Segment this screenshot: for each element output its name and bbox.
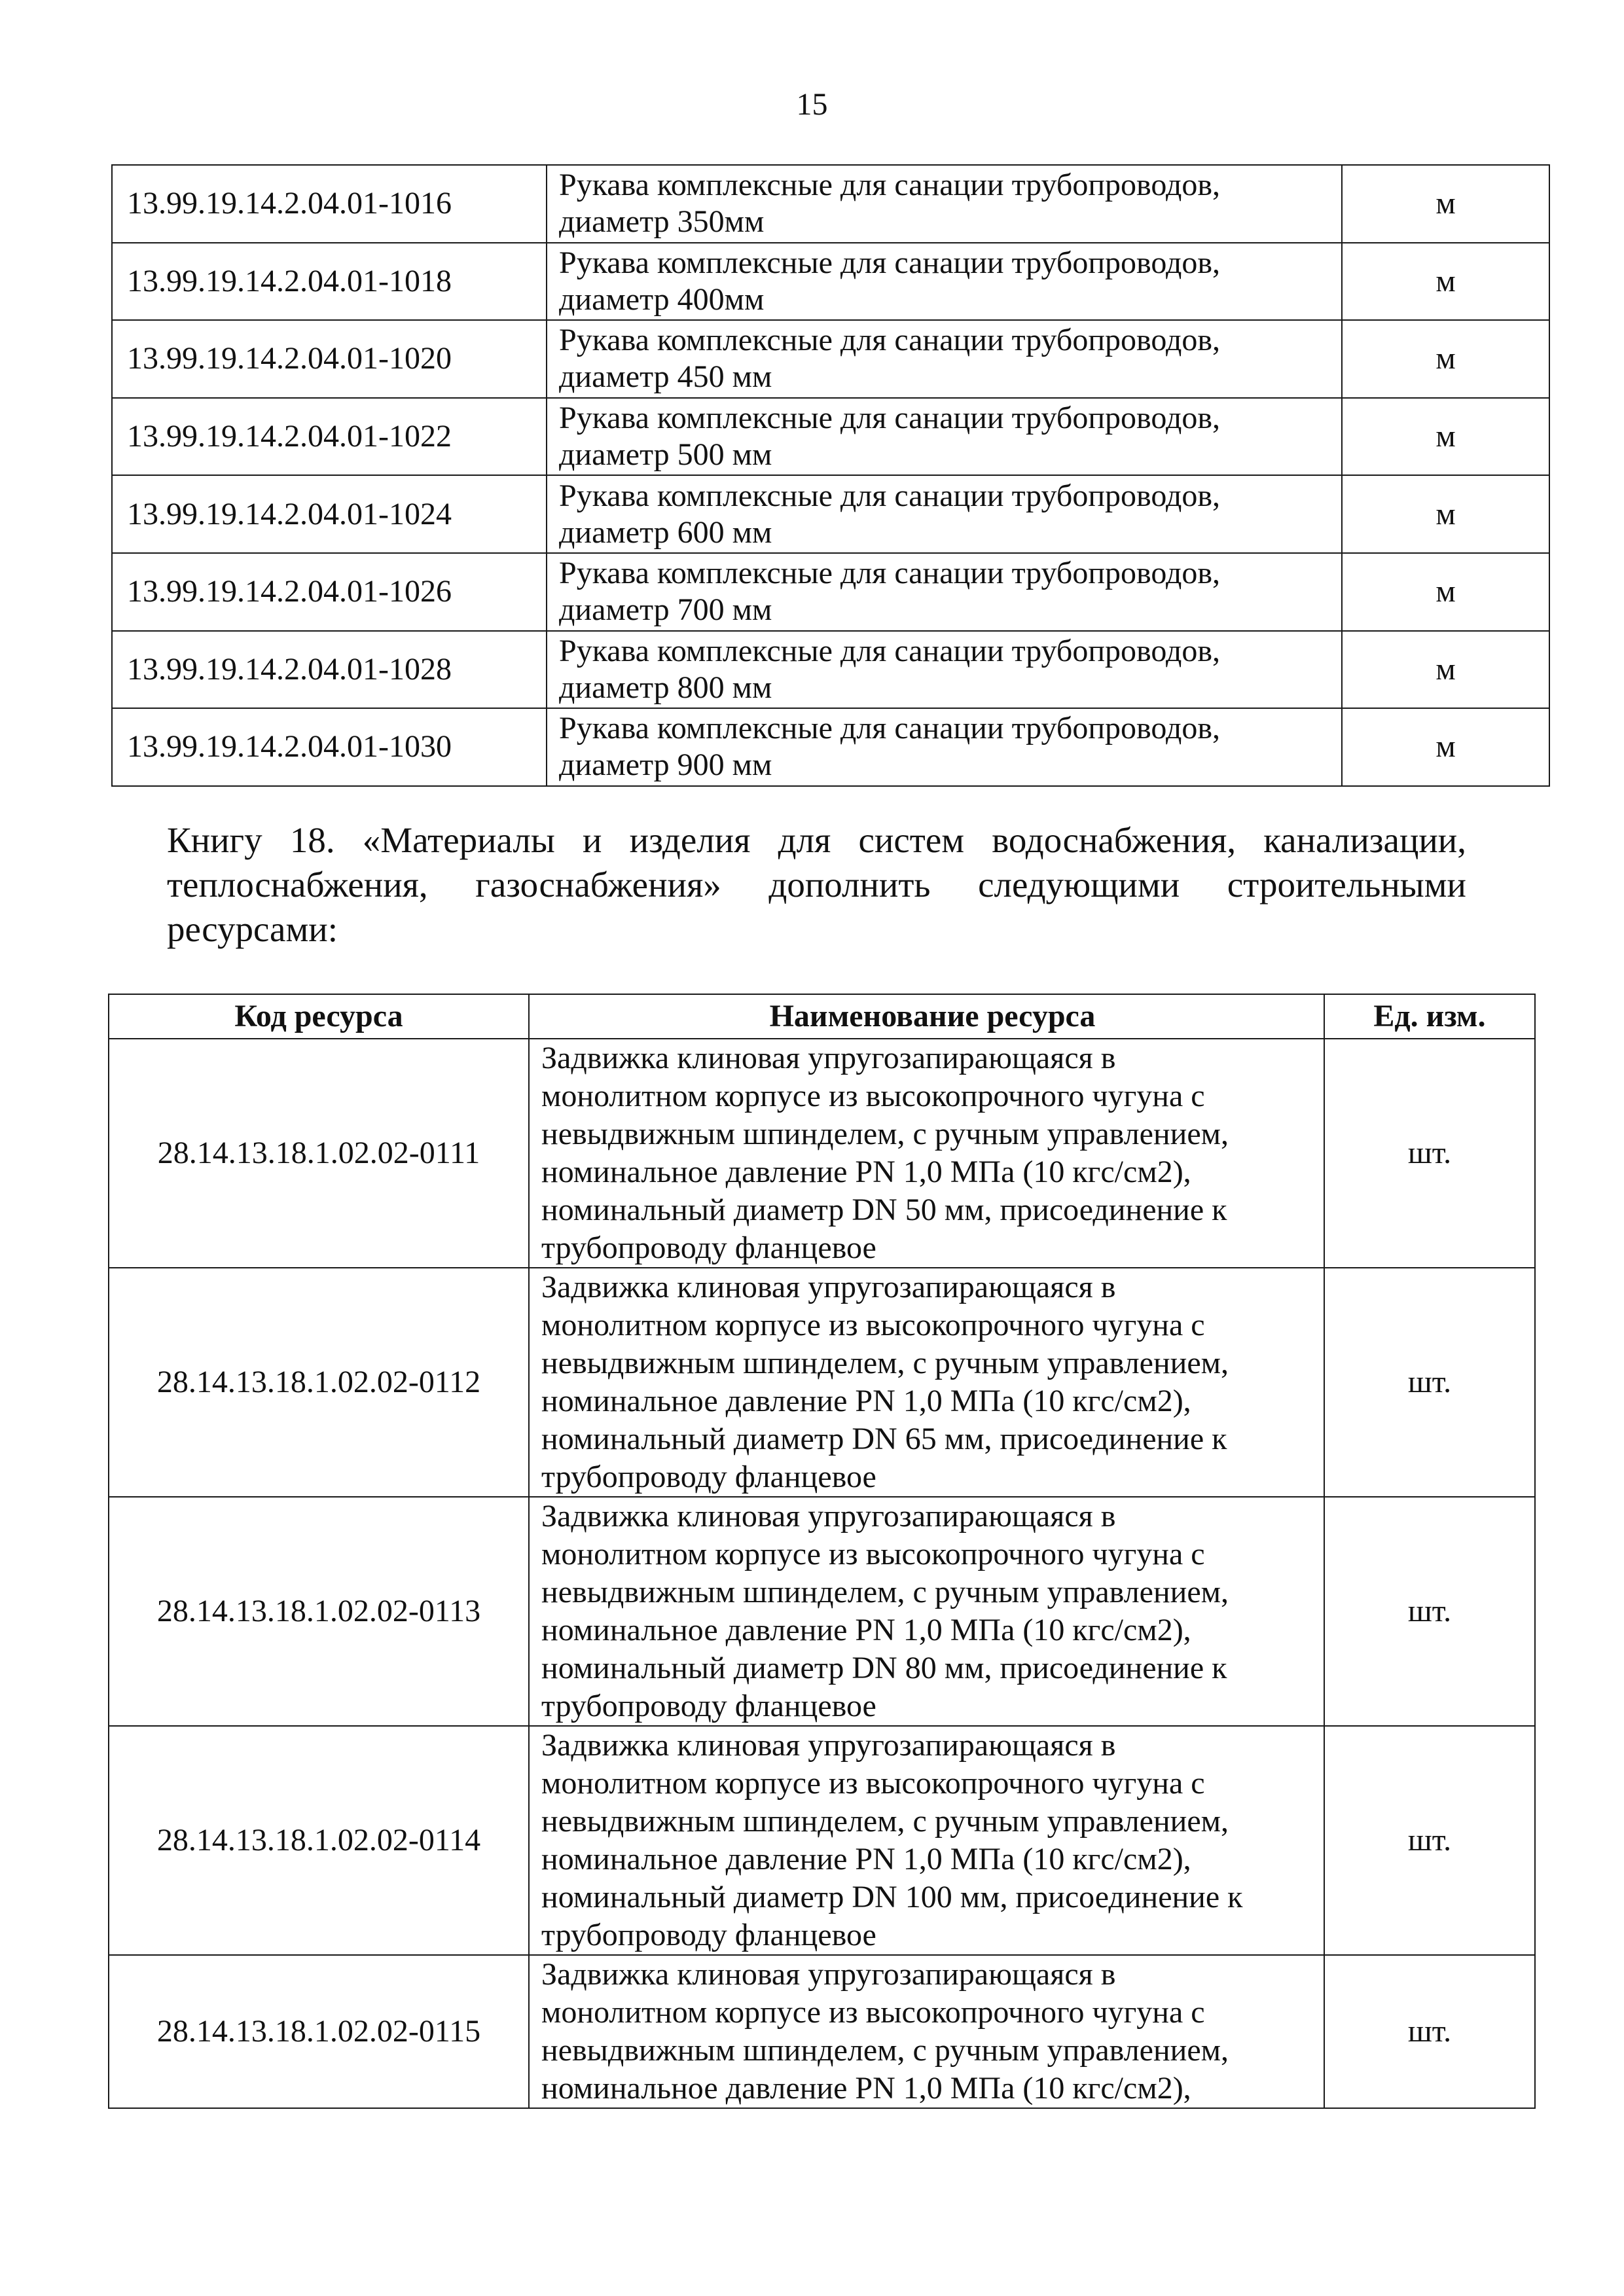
resource-unit: м [1342,475,1549,553]
resource-name: Задвижка клиновая упругозапирающаяся в монолитном корпусе из высокопрочного чугуна с невыдвижным шпинделем, с ручным управлением, номинальное давление PN 1,0 МПа (10 кгс/см2), номинальный диаметр DN 100 мм, присоединение к трубопроводу фланцевое [529,1726,1324,1955]
table-row [112,553,1549,631]
resource-unit: шт. [1324,1039,1535,1268]
resource-name: Задвижка клиновая упругозапирающаяся в монолитном корпусе из высокопрочного чугуна с невыдвижным шпинделем, с ручным управлением, номинальное давление PN 1,0 МПа (10 кгс/см2), [529,1955,1324,2108]
resource-table-continued [111,164,1550,787]
column-header-name: Наименование ресурса [529,994,1324,1039]
resource-code: 28.14.13.18.1.02.02-0111 [109,1039,529,1268]
resource-unit: м [1342,553,1549,631]
resource-unit: шт. [1324,1726,1535,1955]
resource-unit: м [1342,243,1549,321]
table-row [112,243,1549,321]
resource-code: 28.14.13.18.1.02.02-0113 [109,1497,529,1726]
resource-table-book-18 [108,994,1536,2109]
resource-code: 13.99.19.14.2.04.01-1018 [112,243,547,321]
resource-code: 28.14.13.18.1.02.02-0115 [109,1955,529,2108]
resource-code: 13.99.19.14.2.04.01-1030 [112,708,547,786]
resource-name: Рукава комплексные для санации трубопроводов, диаметр 700 мм [547,553,1342,631]
resource-name: Задвижка клиновая упругозапирающаяся в монолитном корпусе из высокопрочного чугуна с невыдвижным шпинделем, с ручным управлением, номинальное давление PN 1,0 МПа (10 кгс/см2), номинальный диаметр DN 50 мм, присоединение к трубопроводу фланцевое [529,1039,1324,1268]
table-row [109,1268,1535,1497]
resource-code: 13.99.19.14.2.04.01-1022 [112,398,547,476]
table-row [112,708,1549,786]
column-header-code: Код ресурса [109,994,529,1039]
resource-code: 13.99.19.14.2.04.01-1020 [112,320,547,398]
resource-name: Рукава комплексные для санации трубопроводов, диаметр 800 мм [547,631,1342,709]
column-header-unit: Ед. изм. [1324,994,1535,1039]
resource-unit: м [1342,708,1549,786]
resource-name: Рукава комплексные для санации трубопроводов, диаметр 350мм [547,165,1342,243]
table-row [109,1726,1535,1955]
resource-unit: м [1342,398,1549,476]
table-header-row [109,994,1535,1039]
table-row [109,1497,1535,1726]
page-number: 15 [796,87,828,122]
resource-name: Рукава комплексные для санации трубопроводов, диаметр 400мм [547,243,1342,321]
resource-code: 28.14.13.18.1.02.02-0112 [109,1268,529,1497]
resource-code: 13.99.19.14.2.04.01-1026 [112,553,547,631]
resource-unit: м [1342,165,1549,243]
resource-name: Рукава комплексные для санации трубопроводов, диаметр 450 мм [547,320,1342,398]
resource-unit: шт. [1324,1497,1535,1726]
resource-name: Рукава комплексные для санации трубопроводов, диаметр 600 мм [547,475,1342,553]
table-row [109,1955,1535,2108]
table-row [112,398,1549,476]
resource-code: 13.99.19.14.2.04.01-1024 [112,475,547,553]
table-row [109,1039,1535,1268]
resource-name: Рукава комплексные для санации трубопроводов, диаметр 900 мм [547,708,1342,786]
resource-unit: шт. [1324,1955,1535,2108]
resource-name: Задвижка клиновая упругозапирающаяся в монолитном корпусе из высокопрочного чугуна с невыдвижным шпинделем, с ручным управлением, номинальное давление PN 1,0 МПа (10 кгс/см2), номинальный диаметр DN 65 мм, присоединение к трубопроводу фланцевое [529,1268,1324,1497]
resource-code: 13.99.19.14.2.04.01-1028 [112,631,547,709]
resource-name: Задвижка клиновая упругозапирающаяся в монолитном корпусе из высокопрочного чугуна с невыдвижным шпинделем, с ручным управлением, номинальное давление PN 1,0 МПа (10 кгс/см2), номинальный диаметр DN 80 мм, присоединение к трубопроводу фланцевое [529,1497,1324,1726]
resource-unit: м [1342,320,1549,398]
table-row [112,165,1549,243]
resource-code: 28.14.13.18.1.02.02-0114 [109,1726,529,1955]
resource-unit: м [1342,631,1549,709]
section-paragraph: Книгу 18. «Материалы и изделия для систем водоснабжения, канализации, теплоснабжения, газоснабжения» дополнить следующими строительными ресурсами: [167,820,1466,949]
table-row [112,631,1549,709]
table-row [112,320,1549,398]
resource-unit: шт. [1324,1268,1535,1497]
table-row [112,475,1549,553]
resource-code: 13.99.19.14.2.04.01-1016 [112,165,547,243]
resource-name: Рукава комплексные для санации трубопроводов, диаметр 500 мм [547,398,1342,476]
